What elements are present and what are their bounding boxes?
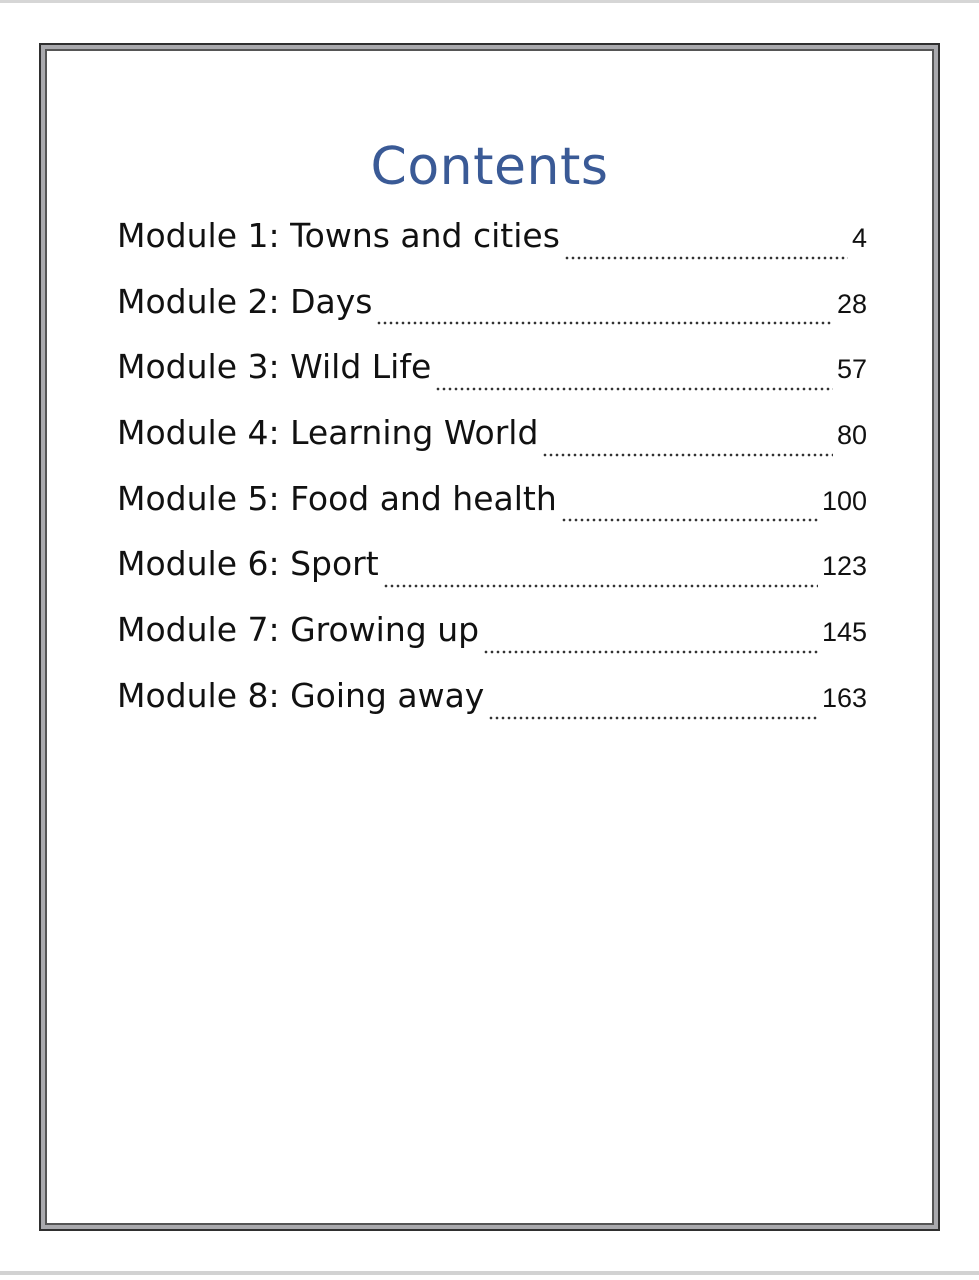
toc-entry-label: Module 5: Food and health — [117, 478, 557, 518]
toc-entry-page: 4 — [851, 223, 867, 253]
page-border — [39, 43, 940, 1231]
dot-leader — [435, 384, 833, 392]
toc-entry-label: Module 8: Going away — [117, 675, 485, 715]
toc-entry[interactable] — [117, 279, 867, 345]
document-page — [45, 49, 934, 1225]
dot-leader — [376, 318, 833, 326]
toc-entry-label: Module 4: Learning World — [117, 413, 539, 453]
toc-entry-page: 100 — [821, 485, 867, 516]
toc-entry-page: 123 — [821, 551, 867, 582]
dot-leader — [564, 253, 848, 261]
dot-leader — [488, 713, 818, 721]
toc-entry[interactable] — [117, 410, 867, 476]
toc-entry-page: 80 — [836, 420, 867, 451]
dot-leader — [383, 581, 818, 589]
toc-entry[interactable] — [117, 673, 867, 739]
toc-entry-label: Module 6: Sport — [117, 544, 379, 584]
toc-entry-page: 28 — [836, 288, 867, 319]
toc-entry[interactable] — [117, 541, 867, 607]
page-title: Contents — [370, 137, 609, 197]
toc-entry-label: Module 1: Towns and cities — [117, 216, 560, 255]
bottom-divider — [0, 1271, 979, 1275]
dot-leader — [542, 450, 833, 458]
dot-leader — [483, 647, 818, 655]
top-divider — [0, 0, 979, 3]
toc-entry-label: Module 3: Wild Life — [117, 347, 432, 387]
toc-entry[interactable] — [117, 476, 867, 542]
toc-entry-page: 163 — [821, 682, 867, 713]
toc-entry-label: Module 7: Growing up — [117, 610, 480, 650]
toc-entry-page: 57 — [836, 354, 867, 385]
toc-entry-label: Module 2: Days — [117, 281, 373, 321]
toc-entry[interactable] — [117, 213, 867, 279]
dot-leader — [561, 515, 818, 523]
toc-entry[interactable] — [117, 344, 867, 410]
table-of-contents — [117, 213, 867, 739]
toc-entry[interactable] — [117, 607, 867, 673]
toc-entry-page: 145 — [821, 617, 867, 648]
